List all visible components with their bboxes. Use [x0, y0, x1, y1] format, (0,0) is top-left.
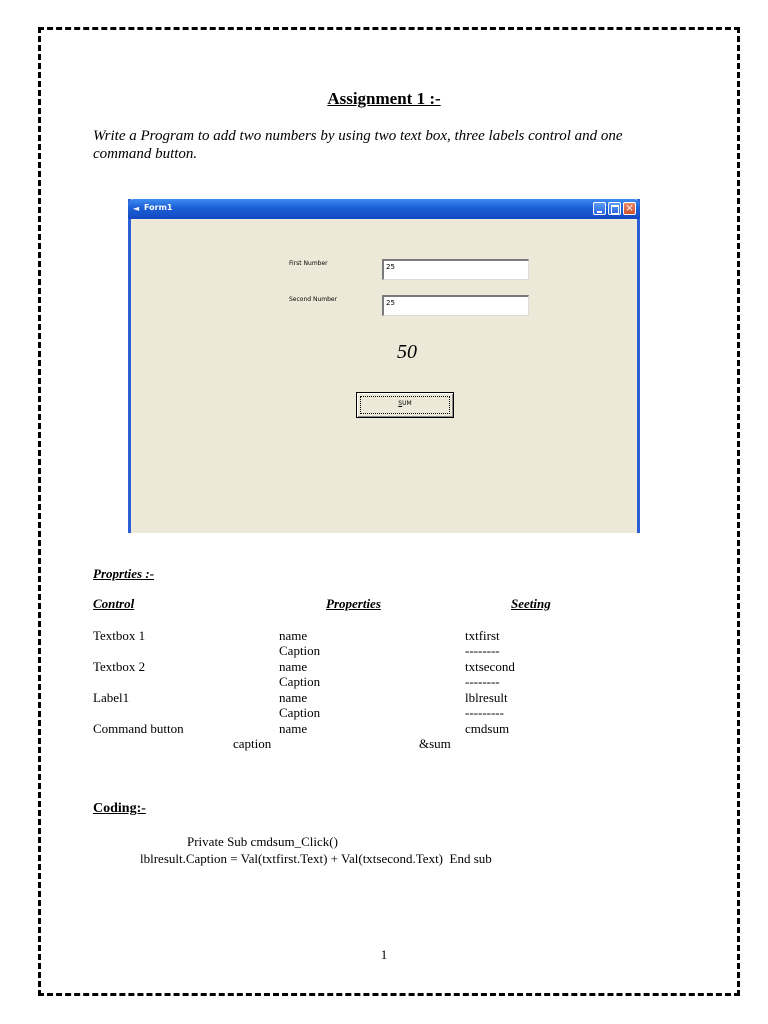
setting-cell: lblresult: [465, 690, 508, 705]
code-line-2: lblresult.Caption = Val(txtfirst.Text) + Val(txtsecond.Text) End sub: [140, 851, 492, 866]
control-cell: Textbox 1: [93, 628, 146, 643]
setting-cell: --------: [465, 674, 500, 689]
close-icon[interactable]: ×: [623, 202, 636, 215]
sum-button[interactable]: [356, 392, 454, 418]
property-cell: name: [279, 659, 308, 674]
properties-heading: Proprties :-: [93, 566, 155, 581]
column-header-properties: Properties: [326, 596, 381, 611]
setting-cell: txtfirst: [465, 628, 500, 643]
property-cell: name: [279, 628, 308, 643]
assignment-description: Write a Program to add two numbers by using two text box, three labels control and one command button.: [93, 128, 623, 162]
column-header-control: Control: [93, 596, 135, 611]
column-header-setting: Seeting: [511, 596, 551, 611]
page-title: Assignment 1 :-: [327, 89, 441, 108]
window-titlebar: [128, 199, 640, 219]
first-number-label: First Number: [289, 260, 328, 267]
control-cell: Label1: [93, 690, 130, 705]
property-cell: Caption: [279, 674, 321, 689]
result-label: 50: [397, 341, 417, 363]
sum-button-label: SUM: [398, 400, 412, 407]
coding-heading: Coding:-: [93, 801, 146, 816]
setting-cell: &sum: [419, 736, 451, 751]
property-cell: name: [279, 721, 308, 736]
property-cell: Caption: [279, 705, 321, 720]
code-line-1: Private Sub cmdsum_Click(): [187, 834, 338, 849]
setting-cell: ---------: [465, 705, 504, 720]
second-number-label: Second Number: [289, 296, 338, 303]
second-number-input[interactable]: 25: [382, 295, 529, 316]
property-cell: caption: [233, 736, 272, 751]
control-cell: Command button: [93, 721, 184, 736]
window-title: Form1: [144, 203, 173, 212]
setting-cell: --------: [465, 643, 500, 658]
control-cell: Textbox 2: [93, 659, 146, 674]
setting-cell: txtsecond: [465, 659, 515, 674]
first-number-input[interactable]: 25: [382, 259, 529, 280]
maximize-icon[interactable]: [608, 202, 621, 215]
setting-cell: cmdsum: [465, 721, 510, 736]
form-window-screenshot: [128, 199, 640, 533]
minimize-icon[interactable]: [593, 202, 606, 215]
property-cell: name: [279, 690, 308, 705]
accelerator-key: S: [398, 400, 403, 407]
form-icon: ◄: [133, 204, 140, 213]
property-cell: Caption: [279, 643, 321, 658]
page-number: 1: [380, 947, 388, 962]
